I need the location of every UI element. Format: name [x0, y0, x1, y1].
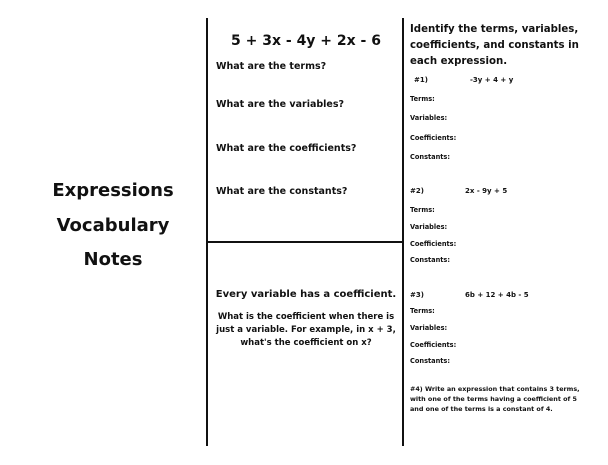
right-divider-line — [402, 18, 404, 446]
problem-3-terms-label: Terms: — [410, 307, 435, 315]
main-expression: 5 + 3x - 4y + 2x - 6 — [231, 33, 381, 49]
question-variables: What are the variables? — [216, 99, 345, 110]
problem-2-terms-label: Terms: — [410, 206, 435, 214]
coefficient-question: What is the coefficient when there is just a variable. For example, in x + 3, what's the coefficient on x? — [216, 312, 396, 348]
problem-2-number: #2) — [410, 187, 424, 195]
instructions: Identify the terms, variables, coefficients, and constants in each expression. — [410, 24, 579, 67]
problem-1-constants-label: Constants: — [410, 153, 450, 161]
problem-3-coefficients-label: Coefficients: — [410, 341, 457, 349]
problem-1-variables-label: Variables: — [410, 114, 448, 122]
problem-1-expression: -3y + 4 + y — [470, 76, 514, 84]
problem-2-coefficients-label: Coefficients: — [410, 240, 457, 248]
left-divider-line — [206, 18, 208, 446]
problem-3-expression: 6b + 12 + 4b - 5 — [465, 291, 529, 299]
problem-3-number: #3) — [410, 291, 424, 299]
problem-3-constants-label: Constants: — [410, 357, 450, 365]
coefficient-rule: Every variable has a coefficient. — [215, 289, 397, 300]
problem-1-terms-label: Terms: — [410, 95, 435, 103]
problem-3-variables-label: Variables: — [410, 324, 448, 332]
problem-2-constants-label: Constants: — [410, 256, 450, 264]
title-expressions: Expressions — [52, 180, 174, 201]
problem-1-number: #1) — [414, 76, 428, 84]
question-coefficients: What are the coefficients? — [216, 143, 357, 154]
problem-1-coefficients-label: Coefficients: — [410, 134, 457, 142]
problem-4-task: #4) Write an expression that contains 3 terms, with one of the terms having a coefficient of 5 and one of the terms is a constant of 4. — [410, 385, 580, 413]
problem-2-variables-label: Variables: — [410, 223, 448, 231]
problem-2-expression: 2x - 9y + 5 — [465, 187, 508, 195]
title-notes: Notes — [83, 249, 143, 270]
title-vocabulary: Vocabulary — [56, 215, 170, 236]
question-terms: What are the terms? — [216, 61, 327, 72]
question-constants: What are the constants? — [216, 186, 348, 197]
middle-horizontal-divider — [207, 241, 403, 243]
